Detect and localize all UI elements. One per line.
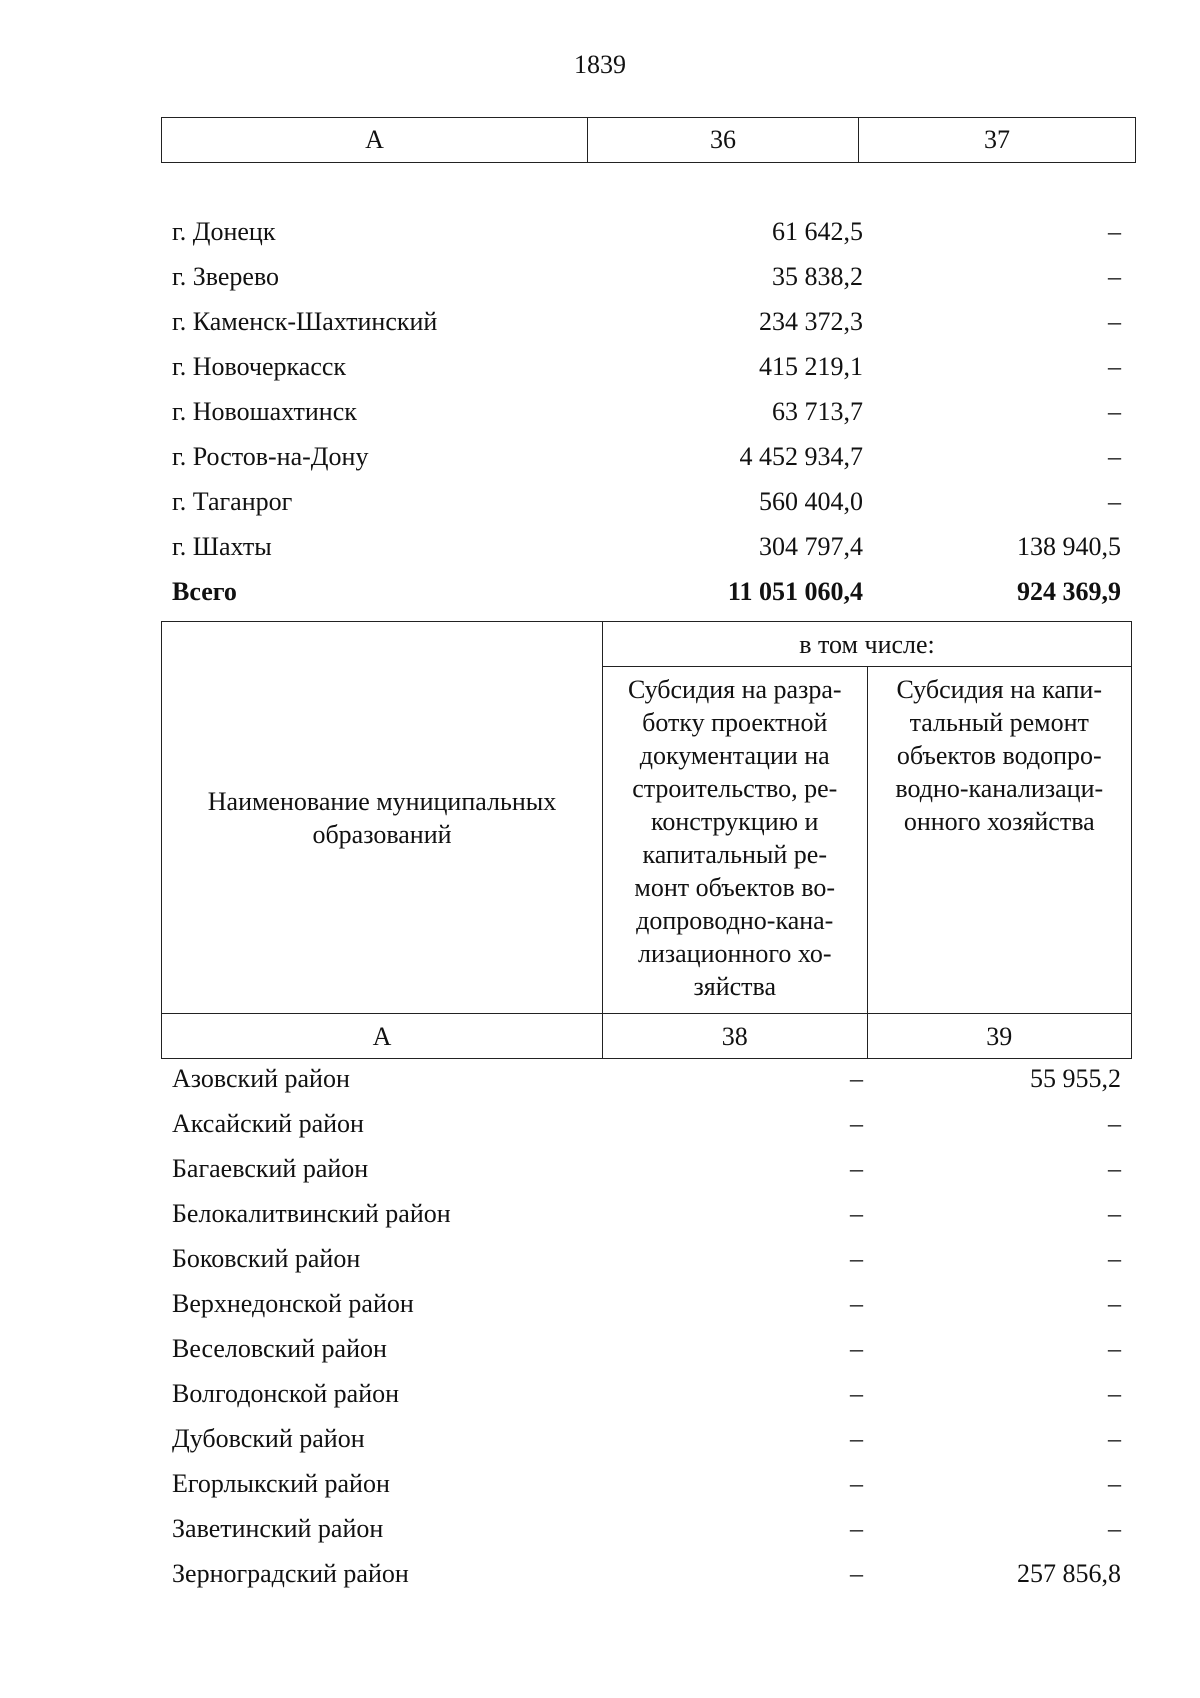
column-header-table-bottom [161,621,1132,1059]
municipality-name: Дубовский район [172,1424,365,1453]
value-c36: 63 713,7 [772,397,863,426]
table-row [161,524,1132,569]
value-c38: – [850,1289,863,1318]
value-c36: 560 404,0 [759,487,863,516]
value-c38: – [850,1064,863,1093]
value-c38: – [850,1109,863,1138]
header-col-36: 36 [588,118,859,163]
value-c37: – [1108,262,1121,291]
column-header-table-top [161,117,1136,163]
municipality-name: г. Шахты [172,532,272,561]
table-row [161,1281,1132,1326]
municipality-name: г. Таганрог [172,487,293,516]
total-row [161,569,1132,614]
table-row [161,1551,1132,1596]
municipality-name: Верхнедонской район [172,1289,414,1318]
value-c38: – [850,1469,863,1498]
municipality-name: Волгодонской район [172,1379,400,1408]
header-including: в том числе: [603,622,1132,667]
table-row [161,1461,1132,1506]
value-c37: – [1108,487,1121,516]
header-col-39: 39 [867,1014,1132,1059]
value-c36: 415 219,1 [759,352,863,381]
value-c39: – [1108,1379,1121,1408]
header-col-a: А [162,118,588,163]
value-c36: 35 838,2 [772,262,863,291]
municipality-name: г. Ростов-на-Дону [172,442,369,471]
table-row [161,299,1132,344]
value-c38: – [850,1379,863,1408]
value-c37: – [1108,442,1121,471]
municipality-name: Азовский район [172,1064,350,1093]
value-c36: 234 372,3 [759,307,863,336]
table-row [161,1506,1132,1551]
header-col-37: 37 [859,118,1136,163]
value-c39: – [1108,1514,1121,1543]
municipality-name: Всего [172,577,237,606]
value-c36: 304 797,4 [759,532,863,561]
table-row [161,344,1132,389]
municipality-name: Багаевский район [172,1154,369,1183]
table-row [161,1236,1132,1281]
value-c38: – [850,1514,863,1543]
municipality-name: Егорлыкский район [172,1469,390,1498]
header-col-38: 38 [603,1014,868,1059]
value-c37: – [1108,217,1121,246]
table-row [161,254,1132,299]
value-c37: – [1108,307,1121,336]
table-row [161,1326,1132,1371]
value-c38: – [850,1244,863,1273]
value-c37: 138 940,5 [1017,532,1121,561]
header-col-38-description: Субсидия на разра- ботку проектной документации на строительство, ре- конструкцию и капитальный ре- монт объектов во- допроводно-кана- лизационного хо- зяйства [603,667,868,1014]
table-row [161,1416,1132,1461]
table-row [161,209,1132,254]
table-row [161,1371,1132,1416]
municipality-name: г. Зверево [172,262,280,291]
header-municipality-name: Наименование муниципальных образований [162,622,603,1014]
municipality-name: Веселовский район [172,1334,387,1363]
municipality-name: г. Донецк [172,217,276,246]
municipalities-list-bottom [161,1056,1132,1596]
value-c38: – [850,1559,863,1588]
value-c38: – [850,1334,863,1363]
value-c39: 55 955,2 [1030,1064,1121,1093]
table-row [161,1101,1132,1146]
header-col-39-description: Субсидия на капи- тальный ремонт объектов водопро- водно-канализаци- онного хозяйства [867,667,1132,1014]
value-c39: – [1108,1469,1121,1498]
value-c39: – [1108,1334,1121,1363]
value-c38: – [850,1154,863,1183]
value-c39: 257 856,8 [1017,1559,1121,1588]
municipality-name: Заветинский район [172,1514,384,1543]
municipality-name: Зерноградский район [172,1559,409,1588]
value-c39: – [1108,1199,1121,1228]
table-row [161,1191,1132,1236]
value-c38: – [850,1199,863,1228]
header-col-a-2: А [162,1014,603,1059]
table-row [161,389,1132,434]
table-row [161,1056,1132,1101]
value-c37: – [1108,352,1121,381]
municipality-name: Боковский район [172,1244,361,1273]
municipality-name: г. Новочеркасск [172,352,347,381]
municipalities-list-top [161,209,1132,614]
value-c39: – [1108,1244,1121,1273]
value-c39: – [1108,1109,1121,1138]
municipality-name: г. Каменск-Шахтинский [172,307,438,336]
municipality-name: Белокалитвинский район [172,1199,451,1228]
value-c36: 11 051 060,4 [727,577,863,606]
value-c39: – [1108,1424,1121,1453]
table-row [161,1146,1132,1191]
value-c39: – [1108,1154,1121,1183]
value-c36: 4 452 934,7 [739,442,863,471]
municipality-name: г. Новошахтинск [172,397,357,426]
municipality-name: Аксайский район [172,1109,364,1138]
value-c36: 61 642,5 [772,217,863,246]
value-c38: – [850,1424,863,1453]
page-number: 1839 [574,50,626,79]
table-row [161,434,1132,479]
value-c37: – [1108,397,1121,426]
value-c39: – [1108,1289,1121,1318]
value-c37: 924 369,9 [1017,577,1121,606]
table-row [161,479,1132,524]
